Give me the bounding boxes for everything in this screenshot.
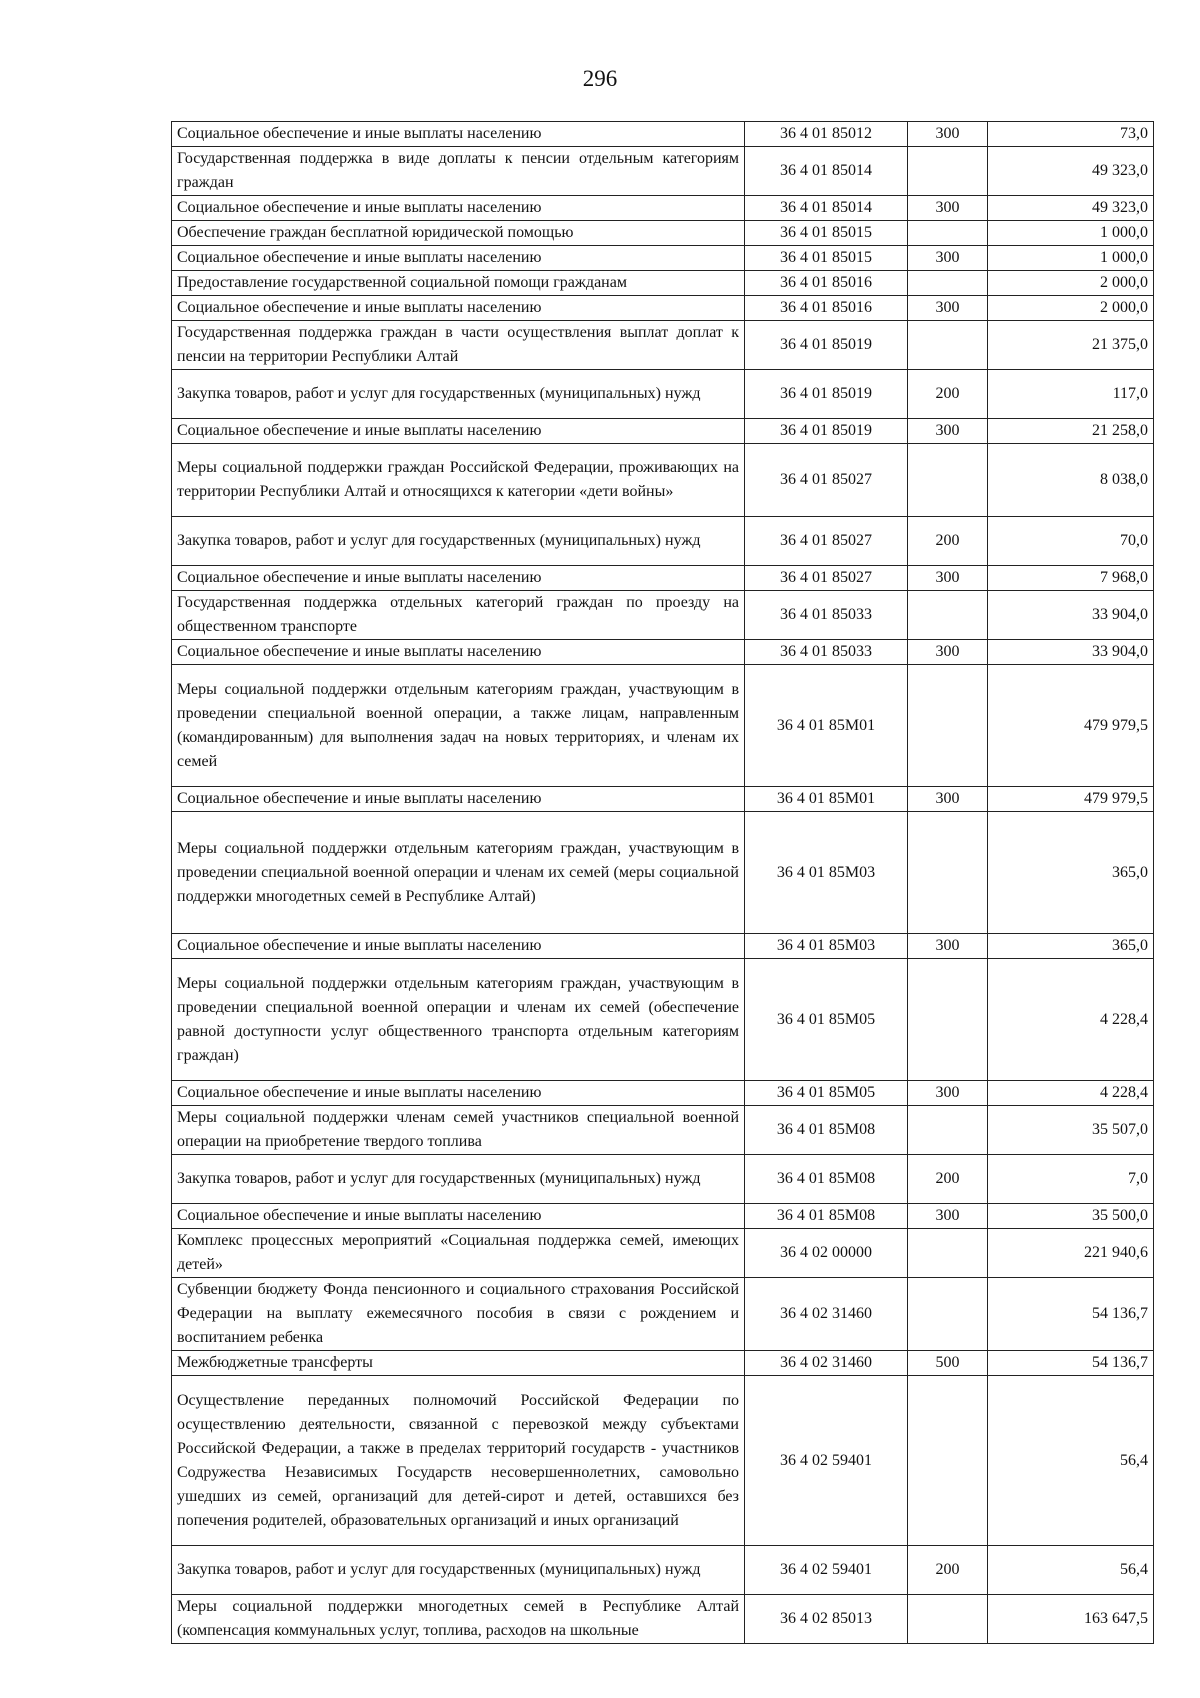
table-row [172,591,1154,640]
row-expense-type-cell: 300 [908,419,988,444]
row-code-cell: 36 4 02 59401 [745,1546,908,1595]
row-name-cell: Предоставление государственной социальной помощи гражданам [172,271,745,296]
row-code-cell: 36 4 01 85016 [745,271,908,296]
table-row [172,640,1154,665]
row-code-cell: 36 4 01 85М08 [745,1106,908,1155]
row-code-cell: 36 4 01 85М08 [745,1204,908,1229]
row-name-cell: Межбюджетные трансферты [172,1351,745,1376]
row-code-cell: 36 4 01 85М03 [745,934,908,959]
row-amount-cell: 2 000,0 [988,271,1154,296]
row-code-cell: 36 4 01 85М03 [745,812,908,934]
row-expense-type-cell: 300 [908,246,988,271]
row-amount-cell: 21 258,0 [988,419,1154,444]
row-expense-type-cell [908,1106,988,1155]
row-amount-cell: 479 979,5 [988,787,1154,812]
row-code-cell: 36 4 01 85М01 [745,665,908,787]
row-expense-type-cell [908,959,988,1081]
row-amount-cell: 365,0 [988,934,1154,959]
table-row [172,271,1154,296]
row-expense-type-cell: 300 [908,122,988,147]
row-amount-cell: 35 507,0 [988,1106,1154,1155]
row-code-cell: 36 4 01 85019 [745,321,908,370]
row-amount-cell: 7 968,0 [988,566,1154,591]
row-name-cell: Закупка товаров, работ и услуг для государственных (муниципальных) нужд [172,1155,745,1204]
row-name-cell: Обеспечение граждан бесплатной юридической помощью [172,221,745,246]
row-name-cell: Комплекс процессных мероприятий «Социальная поддержка семей, имеющих детей» [172,1229,745,1278]
row-expense-type-cell: 300 [908,296,988,321]
row-code-cell: 36 4 01 85033 [745,640,908,665]
row-expense-type-cell [908,221,988,246]
row-expense-type-cell: 200 [908,517,988,566]
row-expense-type-cell: 300 [908,640,988,665]
row-amount-cell: 49 323,0 [988,196,1154,221]
row-code-cell: 36 4 01 85027 [745,444,908,517]
row-expense-type-cell [908,1278,988,1351]
row-name-cell: Меры социальной поддержки многодетных семей в Республике Алтай (компенсация коммунальных услуг, топлива, расходов на школьные [172,1595,745,1644]
row-amount-cell: 479 979,5 [988,665,1154,787]
row-amount-cell: 1 000,0 [988,221,1154,246]
table-row [172,122,1154,147]
row-name-cell: Социальное обеспечение и иные выплаты населению [172,246,745,271]
row-amount-cell: 54 136,7 [988,1278,1154,1351]
row-amount-cell: 2 000,0 [988,296,1154,321]
row-code-cell: 36 4 01 85012 [745,122,908,147]
table-row [172,1595,1154,1644]
row-expense-type-cell [908,591,988,640]
row-expense-type-cell [908,444,988,517]
table-row [172,296,1154,321]
row-name-cell: Социальное обеспечение и иные выплаты населению [172,1081,745,1106]
row-expense-type-cell [908,271,988,296]
row-amount-cell: 56,4 [988,1546,1154,1595]
table-row [172,1229,1154,1278]
row-amount-cell: 35 500,0 [988,1204,1154,1229]
row-name-cell: Субвенции бюджету Фонда пенсионного и социального страхования Российской Федерации на выплату ежемесячного пособия в связи с рождением и воспитанием ребенка [172,1278,745,1351]
row-code-cell: 36 4 01 85019 [745,370,908,419]
row-code-cell: 36 4 01 85019 [745,419,908,444]
row-amount-cell: 163 647,5 [988,1595,1154,1644]
row-amount-cell: 54 136,7 [988,1351,1154,1376]
page-number: 296 [582,66,618,91]
row-name-cell: Осуществление переданных полномочий Российской Федерации по осуществлению деятельности, связанной с перевозкой между субъектами Российской Федерации, а также в пределах территорий государств - участников Содружества Независимых Государств несовершеннолетних, самовольно ушедших из семей, организаций для детей-сирот и детей, оставшихся без попечения родителей, образовательных организаций и иных организаций [172,1376,745,1546]
row-amount-cell: 70,0 [988,517,1154,566]
row-code-cell: 36 4 01 85027 [745,517,908,566]
row-expense-type-cell: 300 [908,1081,988,1106]
budget-table-body [172,122,1154,1644]
table-row [172,221,1154,246]
row-name-cell: Социальное обеспечение и иные выплаты населению [172,196,745,221]
row-code-cell: 36 4 02 59401 [745,1376,908,1546]
row-expense-type-cell: 300 [908,196,988,221]
row-name-cell: Социальное обеспечение и иные выплаты населению [172,640,745,665]
row-code-cell: 36 4 01 85033 [745,591,908,640]
row-name-cell: Государственная поддержка в виде доплаты к пенсии отдельным категориям граждан [172,147,745,196]
row-name-cell: Социальное обеспечение и иные выплаты населению [172,787,745,812]
table-row [172,147,1154,196]
row-amount-cell: 4 228,4 [988,959,1154,1081]
table-row [172,1081,1154,1106]
row-expense-type-cell [908,1376,988,1546]
table-row [172,1376,1154,1546]
row-name-cell: Социальное обеспечение и иные выплаты населению [172,566,745,591]
row-name-cell: Меры социальной поддержки отдельным категориям граждан, участвующим в проведении специальной военной операции, а также лицам, направленным (командированным) для выполнения задач на новых территориях, и членам их семей [172,665,745,787]
table-row [172,566,1154,591]
table-row [172,321,1154,370]
row-amount-cell: 1 000,0 [988,246,1154,271]
row-code-cell: 36 4 02 31460 [745,1278,908,1351]
row-expense-type-cell: 500 [908,1351,988,1376]
row-name-cell: Государственная поддержка отдельных категорий граждан по проезду на общественном транспорте [172,591,745,640]
row-code-cell: 36 4 01 85016 [745,296,908,321]
row-name-cell: Социальное обеспечение и иные выплаты населению [172,1204,745,1229]
row-name-cell: Меры социальной поддержки отдельным категориям граждан, участвующим в проведении специальной военной операции и членам их семей (меры социальной поддержки многодетных семей в Республике Алтай) [172,812,745,934]
row-name-cell: Социальное обеспечение и иные выплаты населению [172,419,745,444]
row-name-cell: Социальное обеспечение и иные выплаты населению [172,122,745,147]
table-row [172,444,1154,517]
table-row [172,1155,1154,1204]
row-expense-type-cell: 300 [908,934,988,959]
table-row [172,196,1154,221]
table-row [172,1546,1154,1595]
row-code-cell: 36 4 02 85013 [745,1595,908,1644]
row-amount-cell: 117,0 [988,370,1154,419]
table-row [172,246,1154,271]
row-expense-type-cell [908,1229,988,1278]
row-name-cell: Закупка товаров, работ и услуг для государственных (муниципальных) нужд [172,517,745,566]
table-row [172,1106,1154,1155]
table-row [172,934,1154,959]
row-amount-cell: 7,0 [988,1155,1154,1204]
table-row [172,419,1154,444]
row-amount-cell: 73,0 [988,122,1154,147]
table-row [172,665,1154,787]
row-code-cell: 36 4 01 85015 [745,246,908,271]
table-row [172,812,1154,934]
row-amount-cell: 365,0 [988,812,1154,934]
budget-table [171,121,1154,1644]
row-name-cell: Меры социальной поддержки членам семей участников специальной военной операции на приобретение твердого топлива [172,1106,745,1155]
row-amount-cell: 21 375,0 [988,321,1154,370]
table-row [172,1278,1154,1351]
row-code-cell: 36 4 01 85027 [745,566,908,591]
row-code-cell: 36 4 02 31460 [745,1351,908,1376]
row-code-cell: 36 4 01 85М08 [745,1155,908,1204]
row-name-cell: Социальное обеспечение и иные выплаты населению [172,296,745,321]
row-name-cell: Закупка товаров, работ и услуг для государственных (муниципальных) нужд [172,370,745,419]
table-row [172,959,1154,1081]
row-expense-type-cell [908,665,988,787]
row-amount-cell: 8 038,0 [988,444,1154,517]
row-expense-type-cell: 200 [908,1155,988,1204]
row-name-cell: Закупка товаров, работ и услуг для государственных (муниципальных) нужд [172,1546,745,1595]
row-expense-type-cell: 300 [908,787,988,812]
row-name-cell: Государственная поддержка граждан в части осуществления выплат доплат к пенсии на территории Республики Алтай [172,321,745,370]
row-name-cell: Социальное обеспечение и иные выплаты населению [172,934,745,959]
row-code-cell: 36 4 02 00000 [745,1229,908,1278]
row-expense-type-cell [908,147,988,196]
table-row [172,1351,1154,1376]
row-amount-cell: 56,4 [988,1376,1154,1546]
row-code-cell: 36 4 01 85М01 [745,787,908,812]
row-name-cell: Меры социальной поддержки отдельным категориям граждан, участвующим в проведении специальной военной операции и членам их семей (обеспечение равной доступности услуг общественного транспорта отдельным категориям граждан) [172,959,745,1081]
row-code-cell: 36 4 01 85014 [745,147,908,196]
row-amount-cell: 221 940,6 [988,1229,1154,1278]
row-amount-cell: 4 228,4 [988,1081,1154,1106]
row-name-cell: Меры социальной поддержки граждан Российской Федерации, проживающих на территории Республики Алтай и относящихся к категории «дети войны» [172,444,745,517]
table-row [172,1204,1154,1229]
row-expense-type-cell: 300 [908,566,988,591]
table-row [172,517,1154,566]
row-amount-cell: 33 904,0 [988,591,1154,640]
table-row [172,370,1154,419]
row-code-cell: 36 4 01 85015 [745,221,908,246]
table-row [172,787,1154,812]
row-expense-type-cell [908,1595,988,1644]
row-code-cell: 36 4 01 85014 [745,196,908,221]
row-expense-type-cell: 200 [908,370,988,419]
row-expense-type-cell: 300 [908,1204,988,1229]
row-amount-cell: 33 904,0 [988,640,1154,665]
row-expense-type-cell [908,812,988,934]
row-expense-type-cell: 200 [908,1546,988,1595]
row-code-cell: 36 4 01 85М05 [745,959,908,1081]
row-amount-cell: 49 323,0 [988,147,1154,196]
row-code-cell: 36 4 01 85М05 [745,1081,908,1106]
row-expense-type-cell [908,321,988,370]
